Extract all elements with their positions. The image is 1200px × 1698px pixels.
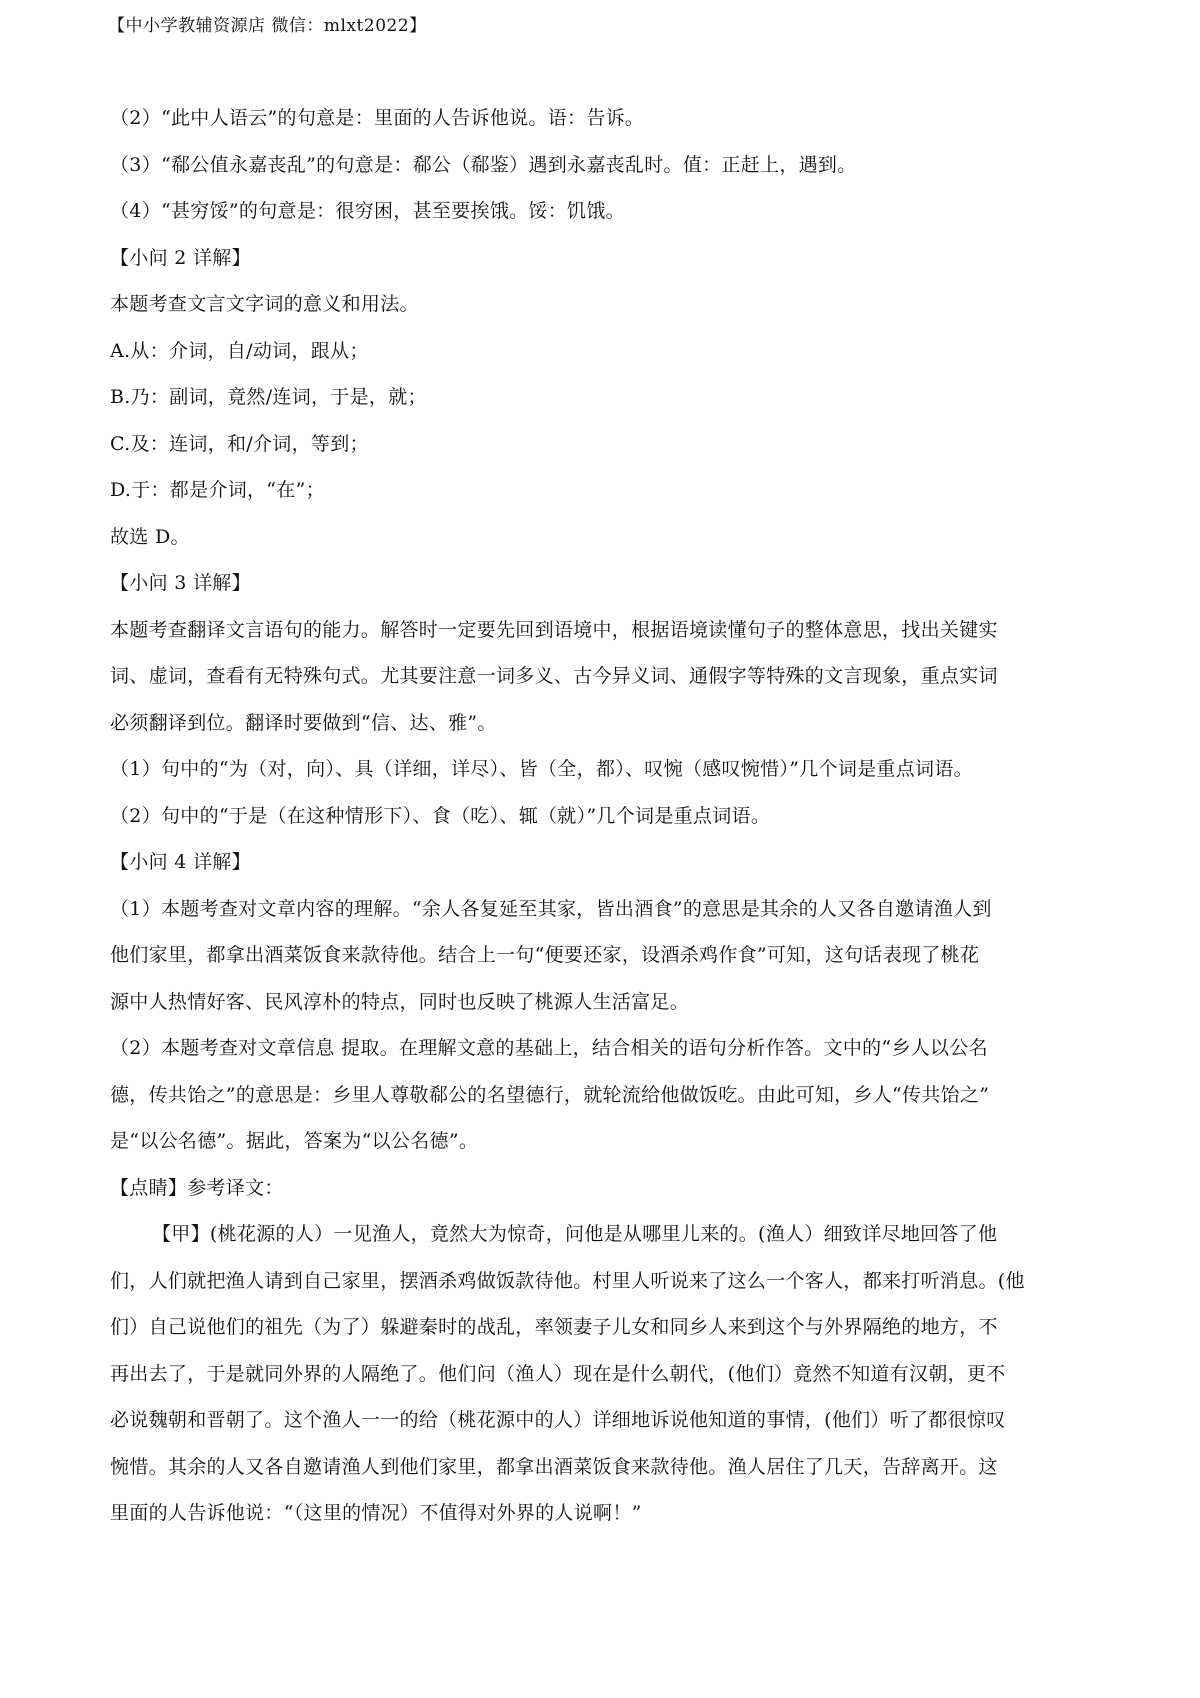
translation-line: 惋惜。其余的人又各自邀请渔人到他们家里，都拿出酒菜饭食来款待他。渔人居住了几天，告辞离开。这	[110, 1455, 998, 1478]
answer-line: （1）句中的“为（对，向）、具（详细，详尽）、皆（全，都）、叹惋（感叹惋惜）”几个词是重点词语。	[110, 758, 973, 780]
answer-line: （4）“甚穷馁”的句意是：很穷困，甚至要挨饿。馁：饥饿。	[110, 200, 625, 222]
answer-line: （2）句中的“于是（在这种情形下）、食（吃）、辄（就）”几个词是重点词语。	[110, 804, 771, 827]
section-heading: 【小问 2 详解】	[110, 246, 251, 269]
section-heading: 【点睛】参考译文：	[110, 1176, 284, 1199]
paragraph-line: 是“以公名德”。据此，答案为“以公名德”。	[110, 1130, 479, 1152]
translation-line: 【甲】(桃花源的人）一见渔人，竟然大为惊奇，问他是从哪里儿来的。(渔人）细致详尽地回答了他	[152, 1223, 998, 1245]
answer-line: 故选 D。	[110, 525, 190, 548]
option-line: D.于：都是介词，“在”；	[110, 479, 325, 501]
section-heading: 【小问 4 详解】	[110, 851, 251, 873]
option-line: A.从：介词，自/动词，跟从；	[110, 339, 369, 362]
paragraph-line: 德，传共饴之”的意思是：乡里人尊敬郗公的名望德行，就轮流给他做饭吃。由此可知，乡人“传共饴之”	[110, 1083, 990, 1106]
answer-line: （3）“郗公值永嘉丧乱”的句意是：郗公（郗鉴）遇到永嘉丧乱时。值：正赶上，遇到。	[110, 153, 857, 176]
translation-line: 们）自己说他们的祖先（为了）躲避秦时的战乱，率领妻子儿女和同乡人来到这个与外界隔绝的地方，不	[110, 1316, 998, 1338]
translation-line: 们，人们就把渔人请到自己家里，摆酒杀鸡做饭款待他。村里人听说来了这么一个客人，都来打听消息。(他	[110, 1269, 1025, 1292]
watermark-header: 【中小学教辅资源店 微信：mlxt2022】	[108, 16, 427, 36]
paragraph-line: 必须翻译到位。翻译时要做到“信、达、雅”。	[110, 711, 497, 734]
paragraph-line: 词、虚词，查看有无特殊句式。尤其要注意一词多义、古今异义词、通假字等特殊的文言现象，重点实词	[110, 665, 998, 687]
option-line: B.乃：副词，竟然/连词，于是，就；	[110, 386, 427, 408]
option-line: C.及：连词，和/介词，等到；	[110, 432, 369, 455]
translation-line: 里面的人告诉他说：“（这里的情况）不值得对外界的人说啊！”	[110, 1502, 642, 1524]
paragraph-line: （2）本题考查对文章信息 提取。在理解文意的基础上，结合相关的语句分析作答。文中的“乡人以公名	[110, 1037, 988, 1059]
answer-line: （2）“此中人语云”的句意是：里面的人告诉他说。语：告诉。	[110, 107, 645, 129]
paragraph-line: （1）本题考查对文章内容的理解。“余人各复延至其家，皆出酒食”的意思是其余的人又各自邀请渔人到	[110, 897, 992, 920]
translation-line: 再出去了，于是就同外界的人隔绝了。他们问（渔人）现在是什么朝代，(他们）竟然不知道有汉朝，更不	[110, 1362, 1006, 1385]
translation-line: 必说魏朝和晋朝了。这个渔人一一的给（桃花源中的人）详细地诉说他知道的事情，(他们）听了都很惊叹	[110, 1409, 1006, 1431]
paragraph-line: 他们家里，都拿出酒菜饭食来款待他。结合上一句“便要还家，设酒杀鸡作食”可知，这句话表现了桃花	[110, 944, 980, 966]
section-heading: 【小问 3 详解】	[110, 572, 251, 594]
paragraph-line: 本题考查文言文字词的意义和用法。	[110, 293, 419, 315]
paragraph-line: 源中人热情好客、民风淳朴的特点，同时也反映了桃源人生活富足。	[110, 990, 690, 1013]
document-body	[110, 95, 1100, 1537]
paragraph-line: 本题考查翻译文言语句的能力。解答时一定要先回到语境中，根据语境读懂句子的整体意思，找出关键实	[110, 618, 998, 641]
